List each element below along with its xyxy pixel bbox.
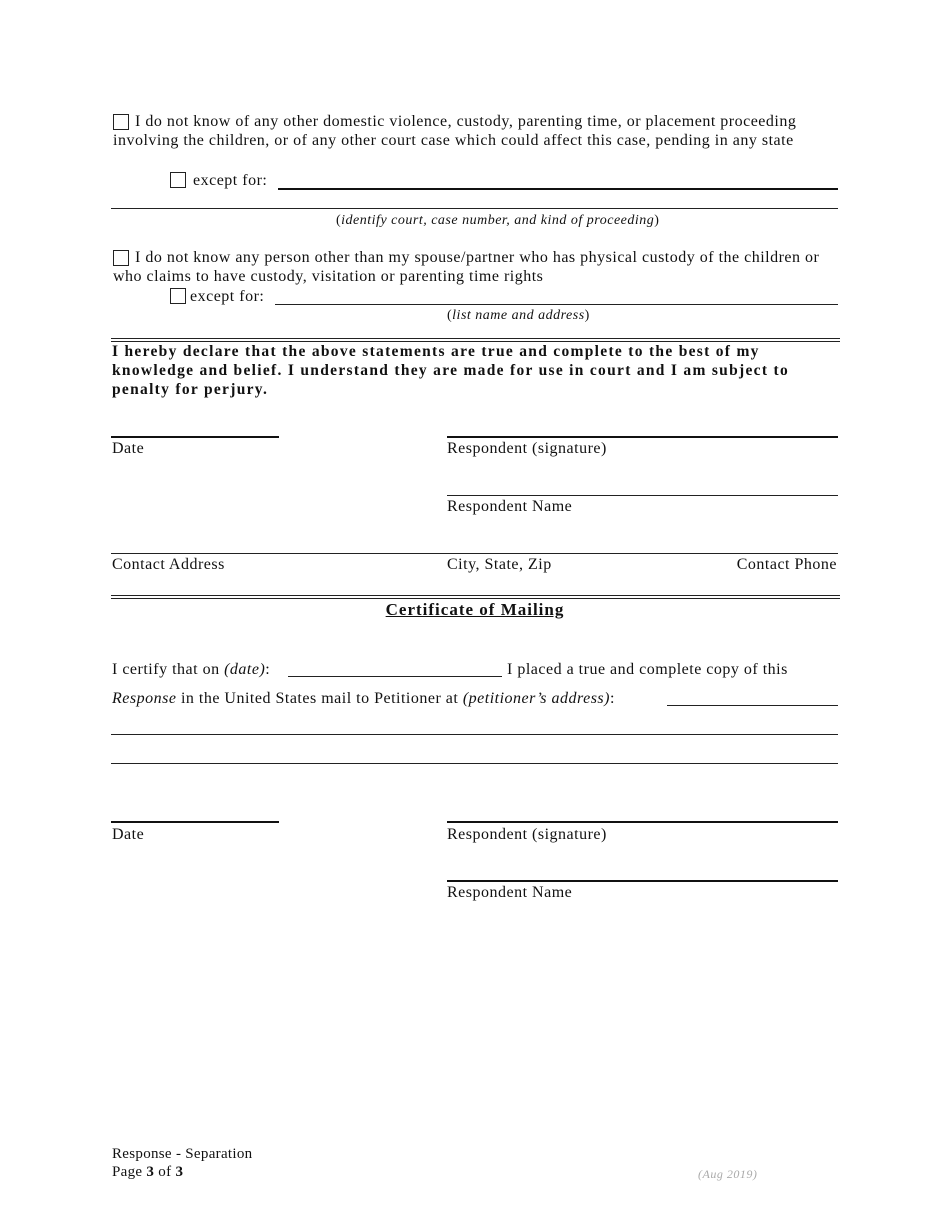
page-of: of <box>154 1164 176 1180</box>
petitioner-address-field-2[interactable] <box>111 734 838 735</box>
mailing-signature-line[interactable] <box>447 821 838 823</box>
certify-prefix-text: I certify that on <box>112 661 225 678</box>
custodian-except-field[interactable] <box>275 304 838 305</box>
proceedings-except-field-2[interactable] <box>111 208 838 209</box>
no-other-proceedings-text: I do not know of any other domestic violence, custody, parenting time, or placement proceeding involving the children, or of any other court case which could affect this case, pending in any state <box>113 113 797 149</box>
response-word: Response <box>112 690 177 707</box>
custodian-caption: (list name and address) <box>447 308 590 323</box>
footer-revision: (Aug 2019) <box>698 1167 758 1181</box>
signature-label: Respondent (signature) <box>447 440 607 457</box>
date-placeholder: (date) <box>224 661 266 678</box>
mailing-date-field[interactable] <box>288 676 502 677</box>
certify-colon: : <box>265 661 271 678</box>
mailing-name-label: Respondent Name <box>447 884 573 901</box>
signature-line[interactable] <box>447 436 838 438</box>
mailing-date-line[interactable] <box>111 821 279 823</box>
mailing-date-label: Date <box>112 826 145 843</box>
certificate-divider <box>111 595 840 599</box>
mailing-name-line[interactable] <box>447 880 838 882</box>
contact-phone-label: Contact Phone <box>736 556 837 573</box>
date-label: Date <box>112 440 145 457</box>
custodian-except-label: except for: <box>190 288 265 305</box>
mail-sentence <box>112 689 615 708</box>
contact-address-label: Contact Address <box>112 556 225 573</box>
page-current: 3 <box>146 1164 155 1180</box>
certificate-title: Certificate of Mailing <box>385 600 565 619</box>
declaration-text: I hereby declare that the above statements are true and complete to the best of my knowledge and belief. I understand they are made for use in court and I am subject to penalty for perjury. <box>112 343 789 398</box>
address-placeholder: (petitioner’s address) <box>462 690 610 707</box>
contact-line[interactable] <box>111 553 838 554</box>
proceedings-caption: (identify court, case number, and kind of proceeding) <box>336 213 660 228</box>
proceedings-except-checkbox[interactable] <box>170 172 186 188</box>
page-prefix: Page <box>112 1164 147 1180</box>
placed-text: I placed a true and complete copy of this <box>507 661 788 678</box>
petitioner-address-field-3[interactable] <box>111 763 838 764</box>
respondent-name-label: Respondent Name <box>447 498 573 515</box>
proceedings-except-label: except for: <box>193 172 268 189</box>
footer-form-name: Response - Separation <box>112 1146 253 1162</box>
petitioner-address-field[interactable] <box>667 705 838 706</box>
custodian-except-checkbox[interactable] <box>170 288 186 304</box>
proceedings-caption-text: identify court, case number, and kind of proceeding <box>341 213 655 228</box>
certify-prefix <box>112 660 270 679</box>
city-state-zip-label: City, State, Zip <box>447 556 552 573</box>
date-line[interactable] <box>111 436 279 438</box>
footer-page-number <box>112 1163 183 1182</box>
address-colon: : <box>609 690 615 707</box>
page-total: 3 <box>175 1164 184 1180</box>
mail-text: in the United States mail to Petitioner at <box>176 690 463 707</box>
proceedings-except-field[interactable] <box>278 188 838 190</box>
custodian-caption-text: list name and address <box>452 308 585 323</box>
respondent-name-line[interactable] <box>447 495 838 496</box>
no-other-custodian-text: I do not know any person other than my spouse/partner who has physical custody of the children or who claims to have custody, visitation or parenting time rights <box>113 249 820 285</box>
mailing-signature-label: Respondent (signature) <box>447 826 607 843</box>
